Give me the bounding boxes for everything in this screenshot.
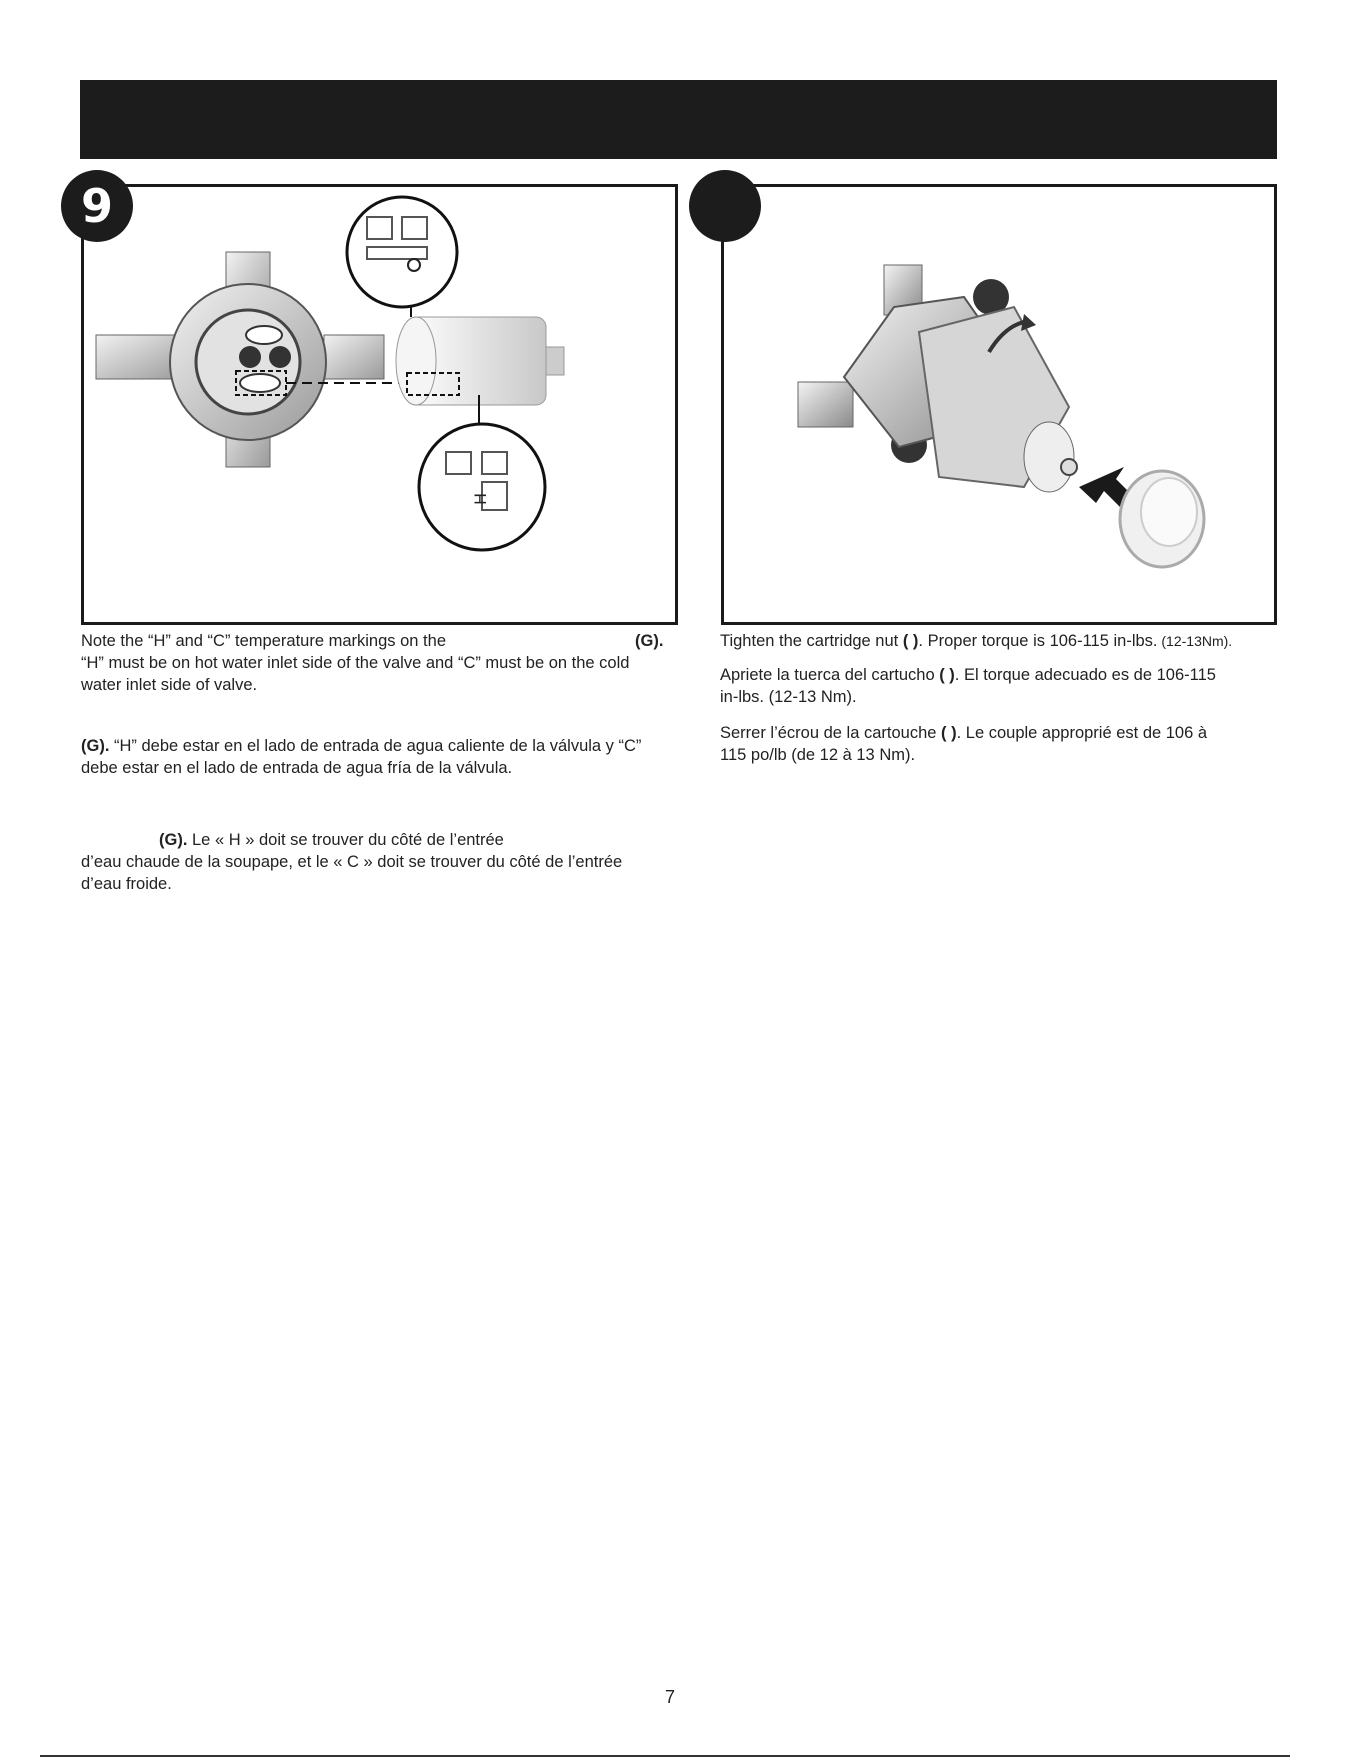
step-9-spanish	[81, 735, 681, 779]
es-c: in-lbs. (12-13 Nm).	[720, 688, 857, 706]
en-line-1: Note the “H” and “C” temperature markings on the	[81, 632, 446, 650]
step-10-english	[720, 630, 1280, 652]
fr-ref-right: ( )	[941, 724, 957, 742]
es-ref-right: ( )	[939, 666, 955, 684]
fr-b: . Le couple approprié est de 106 à	[956, 724, 1208, 742]
footer-line	[40, 1755, 1290, 1757]
step-10-french	[720, 722, 1280, 766]
step-9-panel	[81, 184, 678, 625]
en-a: Tighten the cartridge nut	[720, 632, 903, 650]
fr-ref: (G).	[159, 831, 188, 849]
fr-line-3: d’eau froide.	[81, 875, 172, 893]
step-10-spanish	[720, 664, 1280, 708]
step-9-french	[81, 829, 681, 895]
step-9-english	[81, 630, 681, 696]
en-line-2: “H” must be on hot water inlet side of the valve and “C” must be on the cold	[81, 654, 630, 672]
side-code	[0, 1620, 1, 1700]
es-line-2: debe estar en el lado de entrada de agua fría de la válvula.	[81, 759, 513, 777]
es-ref: (G).	[81, 737, 110, 755]
step-10-badge	[689, 170, 761, 242]
page-number: 7	[665, 1687, 676, 1707]
fr-a: Serrer l’écrou de la cartouche	[720, 724, 942, 742]
valve-cartridge-illustration	[84, 187, 675, 622]
cartridge-nut-illustration	[724, 187, 1274, 622]
en-c: (12-13Nm).	[1157, 633, 1233, 649]
en-ref-right: ( )	[902, 632, 919, 650]
svg-text:H: H	[471, 492, 490, 505]
es-a: Apriete la tuerca del cartucho	[720, 666, 940, 684]
step-9-badge: 9	[61, 170, 133, 242]
es-line-1: “H” debe estar en el lado de entrada de agua caliente de la válvula y “C”	[109, 737, 642, 755]
es-b: . El torque adecuado es de 106-115	[954, 666, 1216, 684]
fr-line-1: Le « H » doit se trouver du côté de l’entrée	[187, 831, 504, 849]
en-line-3: water inlet side of valve.	[81, 676, 258, 694]
step-10-panel	[721, 184, 1277, 625]
header-bar	[80, 80, 1277, 159]
fr-c: 115 po/lb (de 12 à 13 Nm).	[720, 746, 916, 764]
fr-line-2: d’eau chaude de la soupape, et le « C » doit se trouver du côté de l’entrée	[81, 853, 623, 871]
en-ref: (G).	[635, 632, 664, 650]
en-b: . Proper torque is 106-115 in-lbs.	[918, 632, 1158, 650]
